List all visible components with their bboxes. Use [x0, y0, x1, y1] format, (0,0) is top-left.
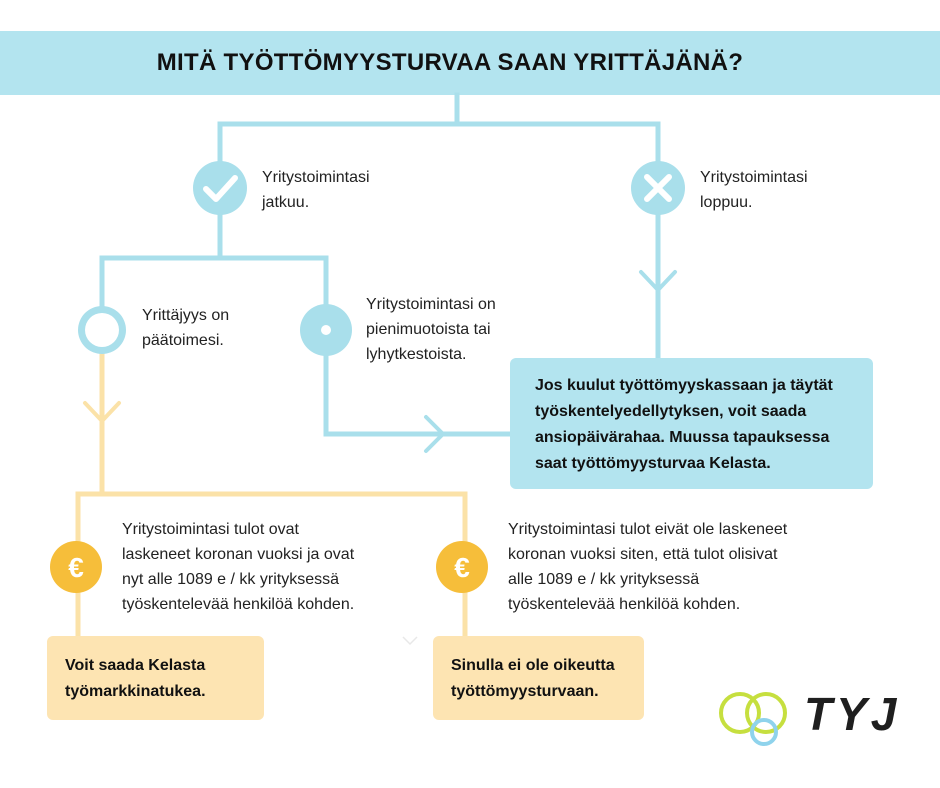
empty-circle-icon [78, 306, 126, 354]
faint-arrow-decoration [403, 637, 417, 644]
outcome-no-entitlement-box: Sinulla ei ole oikeutta työttömyysturvaan. [433, 636, 644, 720]
income-decreased-label: Yritystoimintasi tulot ovat laskeneet koronan vuoksi ja ovat nyt alle 1089 e / kk yrityksessä työskentelevää henkilöä kohden. [122, 521, 355, 613]
income-not-decreased-label: Yritystoimintasi tulot eivät ole laskeneet koronan vuoksi siten, että tulot olisivat alle 1089 e / kk yrityksessä työskentelevää henkilöä kohden. [508, 521, 788, 613]
euro-symbol-left: € [68, 552, 84, 583]
branch-continues-label: Yritystoimintasi jatkuu. [262, 169, 370, 211]
subbranch-main-job-label: Yrittäjyys on päätoimesi. [142, 307, 230, 349]
check-icon [193, 161, 247, 215]
tyj-logo-text: TYJ [804, 688, 901, 740]
outcome-earnings-allowance-box: Jos kuulut työttömyyskassaan ja täytät työskentelyedellytyksen, voit saada ansiopäivärahaa. Muussa tapauksessa saat työttömyysturvaa Kelasta. [510, 358, 873, 489]
outcome-labour-market-subsidy-box: Voit saada Kelasta työmarkkinatukea. [47, 636, 264, 720]
dot-circle-icon [300, 304, 352, 356]
branch-ends-label: Yritystoimintasi loppuu. [700, 169, 808, 211]
euro-symbol-right: € [454, 552, 470, 583]
tyj-logo-rings [721, 694, 785, 744]
page-title: MITÄ TYÖTTÖMYYSTURVAA SAAN YRITTÄJÄNÄ? [156, 49, 744, 76]
subbranch-small-scale-label: Yritystoimintasi on pienimuotoista tai lyhytkestoista. [366, 296, 496, 363]
cross-icon [631, 161, 685, 215]
